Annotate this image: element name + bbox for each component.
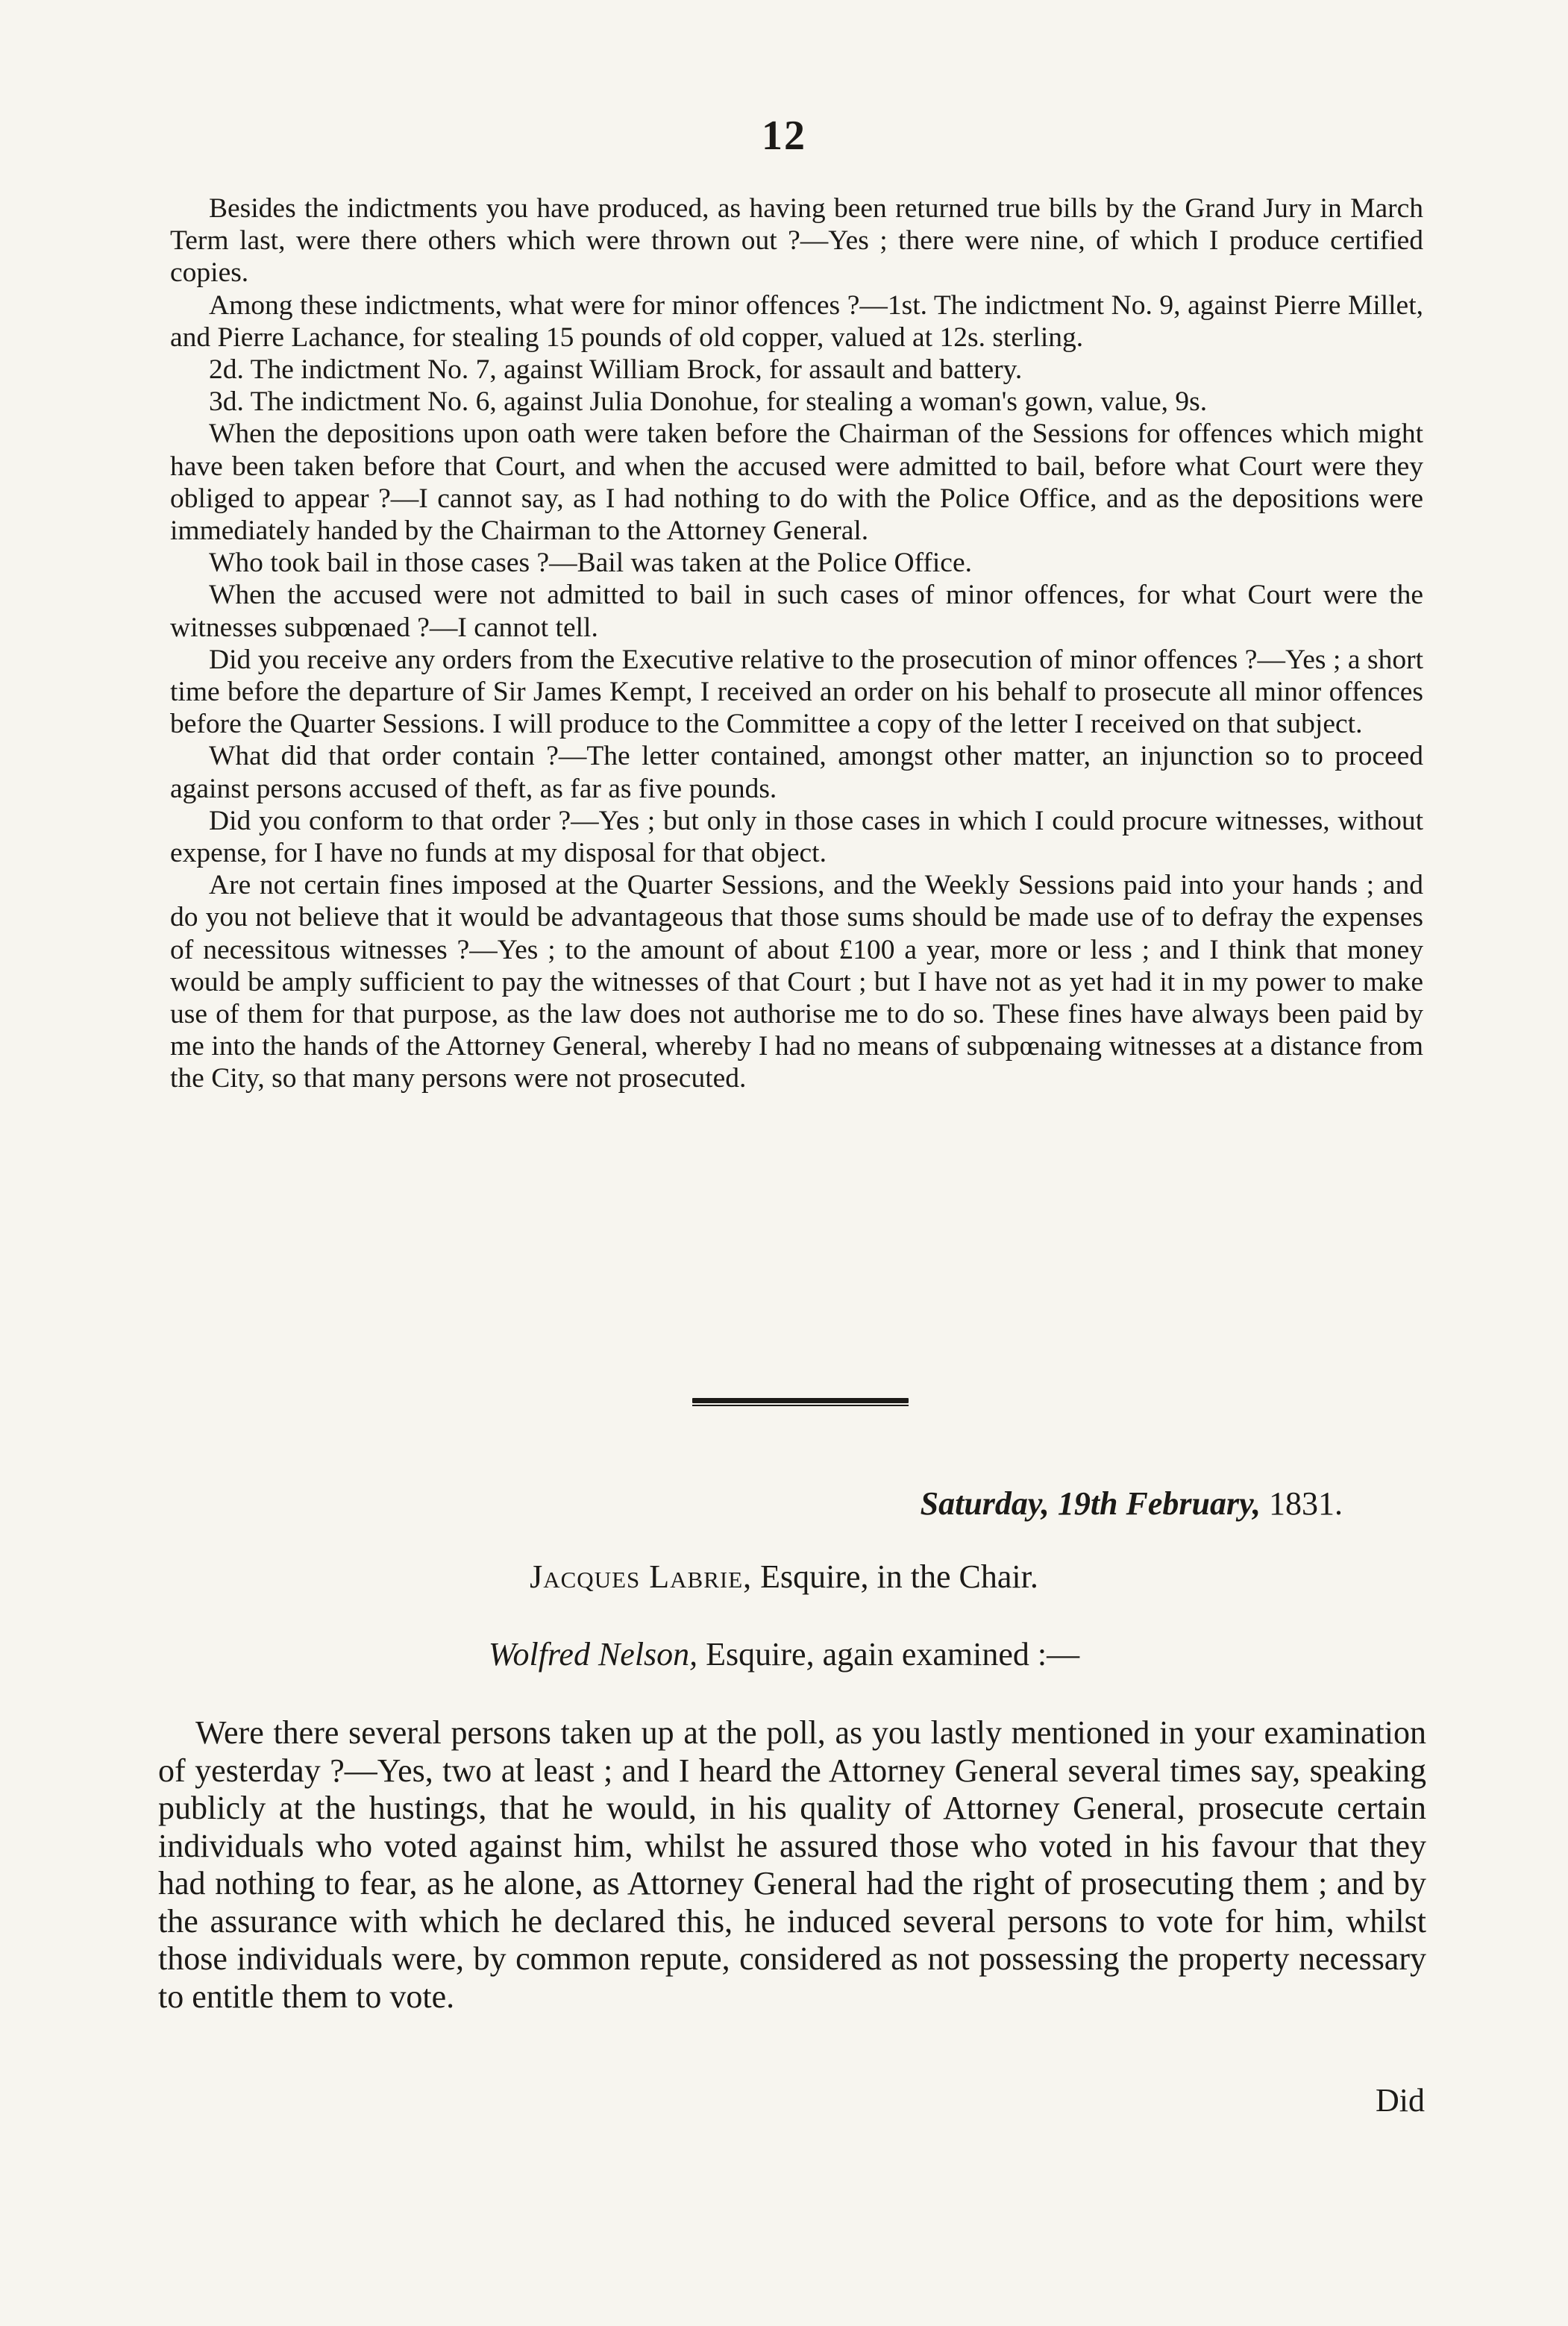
paragraph: Among these indictments, what were for minor offences ?—1st. The indictment No. 9, against Pierre Millet, and Pierre Lachance, for stealing 15 pounds of old copper, valued at 12s. sterling. <box>170 289 1423 353</box>
page-number: 12 <box>762 113 806 159</box>
date-day: 19th February, <box>1057 1485 1261 1522</box>
session-date <box>746 1485 1343 1523</box>
witness-rest: Esquire, again examined :— <box>706 1636 1080 1673</box>
paragraph: Who took bail in those cases ?—Bail was taken at the Police Office. <box>209 548 972 579</box>
paragraph: Were there several persons taken up at the poll, as you lastly mentioned in your examination of yesterday ?—Yes, two at least ; and I heard the Attorney General several times say, speaking publicly at the hustings, that he would, in his quality of Attorney General, prosecute certain individuals who voted against him, whilst he assured those who voted in his favour that they had nothing to fear, as he alone, as Attorney General had the right of prosecuting them ; and by the assurance with which he declared this, he induced several persons to vote for him, whilst those individuals were, by common repute, considered as not possessing the property necessary to entitle them to vote. <box>158 1714 1426 2015</box>
chair-name: Jacques Labrie, <box>530 1558 753 1595</box>
paragraph: Are not certain fines imposed at the Quarter Sessions, and the Weekly Sessions paid into your hands ; and do you not believe that it would be advantageous that those sums should be made use of to defray the expenses of necessitous witnesses ?—Yes ; to the amount of about £100 a year, more or less ; and I think that money would be amply sufficient to pay the witnesses of that Court ; but I have not as yet had it in my power to make use of them for that purpose, as the law does not authorise me to do so. These fines have always been paid by me into the hands of the Attorney General, whereby I had no means of subpœnaing witnesses at a distance from the City, so that many persons were not prosecuted. <box>170 870 1423 1094</box>
witness-heading <box>0 1635 1568 1673</box>
catchword: Did <box>1376 2082 1425 2119</box>
paragraph: What did that order contain ?—The letter contained, amongst other matter, an injunction so to proceed against persons accused of theft, as far as five pounds. <box>170 741 1423 804</box>
witness-testimony <box>158 1714 1426 2016</box>
paragraph: Did you conform to that order ?—Yes ; but only in those cases in which I could procure witnesses, without expense, for I have no funds at my disposal for that object. <box>170 805 1423 869</box>
paragraph: When the accused were not admitted to bail in such cases of minor offences, for what Court were the witnesses subpœnaed ?—I cannot tell. <box>170 580 1423 643</box>
date-weekday: Saturday, <box>920 1485 1050 1522</box>
chair-rest: Esquire, in the Chair. <box>760 1558 1038 1595</box>
paragraph: 2d. The indictment No. 7, against William Brock, for assault and battery. <box>209 354 1023 386</box>
testimony-body <box>170 192 1423 1095</box>
paragraph: Besides the indictments you have produced, as having been returned true bills by the Grand Jury in March Term last, were there others which were thrown out ?—Yes ; there were nine, of which I produce certified copies. <box>170 193 1423 289</box>
chair-statement <box>0 1558 1568 1596</box>
paragraph: Did you receive any orders from the Executive relative to the prosecution of minor offences ?—Yes ; a short time before the departure of Sir James Kempt, I received an order on his behalf to prosecute all minor offences before the Quarter Sessions. I will produce to the Committee a copy of the letter I received on that subject. <box>170 644 1423 740</box>
paragraph: When the depositions upon oath were taken before the Chairman of the Sessions for offences which might have been taken before that Court, and when the accused were admitted to bail, before what Court were they obliged to appear ?—I cannot say, as I had nothing to do with the Police Office, and as the depositions were immediately handed by the Chairman to the Attorney General. <box>170 419 1423 547</box>
date-year: 1831. <box>1269 1485 1343 1522</box>
section-divider <box>692 1398 909 1403</box>
paragraph: 3d. The indictment No. 6, against Julia Donohue, for stealing a woman's gown, value, 9s. <box>209 386 1208 418</box>
witness-name: Wolfred Nelson, <box>488 1636 698 1673</box>
